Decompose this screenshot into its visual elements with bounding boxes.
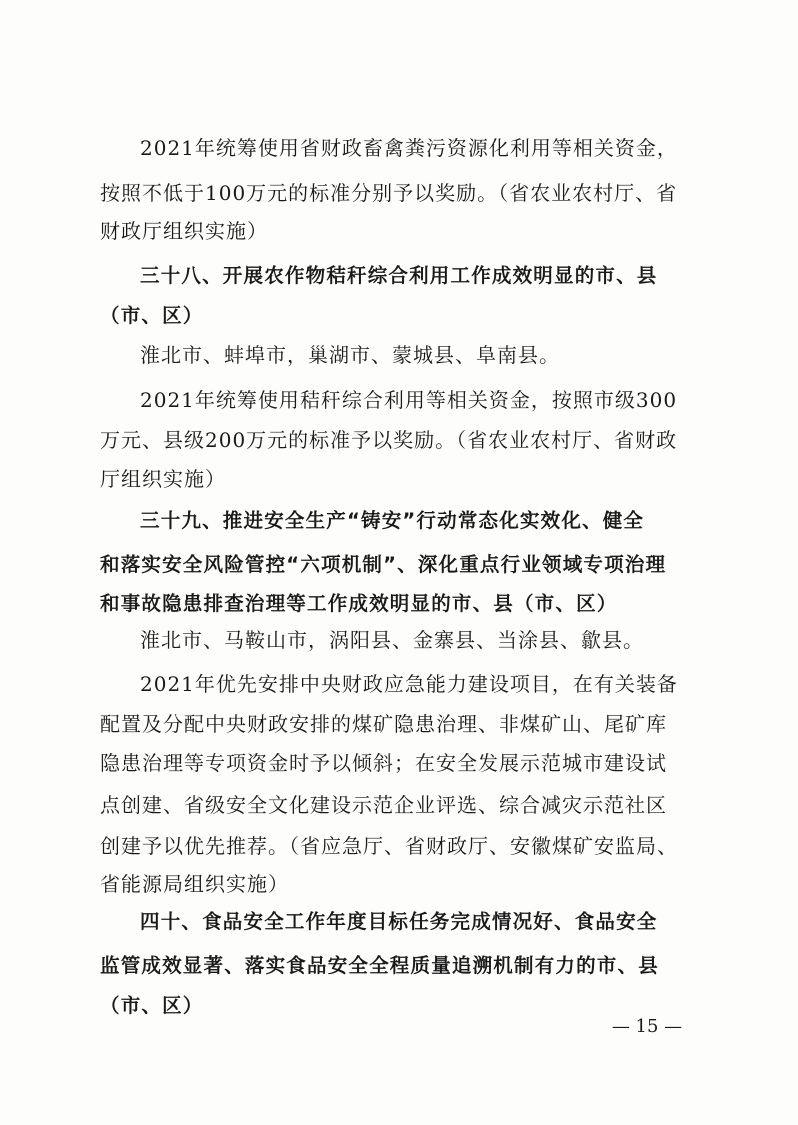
- section-heading: （市、区）: [100, 304, 204, 327]
- paragraph-line: 淮北市、蚌埠市，巢湖市、蒙城县、阜南县。: [140, 343, 560, 367]
- paragraph-line: 点创建、省级安全文化建设示范企业评选、综合减灾示范社区: [100, 793, 667, 817]
- paragraph-line: 厅组织实施）: [100, 467, 226, 491]
- paragraph-line: 隐患治理等专项资金时予以倾斜；在安全发展示范城市建设试: [100, 751, 667, 775]
- paragraph-line: 淮北市、马鞍山市，涡阳县、金寨县、当涂县、歙县。: [140, 628, 644, 652]
- paragraph-line: 2021年优先安排中央财政应急能力建设项目，在有关装备: [140, 672, 678, 696]
- section-heading: （市、区）: [100, 994, 204, 1017]
- page-number: — 15 —: [611, 1016, 683, 1037]
- section-heading: 三十九、推进安全生产“铸安”行动常态化实效化、健全: [140, 509, 645, 532]
- section-heading: 和事故隐患排查治理等工作成效明显的市、县（市、区）: [100, 592, 618, 615]
- paragraph-line: 省能源局组织实施）: [100, 872, 289, 896]
- paragraph-line: 按照不低于100万元的标准分别予以奖励。（省农业农村厅、省: [100, 181, 678, 205]
- section-heading: 监管成效显著、落实食品安全全程质量追溯机制有力的市、县: [100, 954, 659, 977]
- paragraph-line: 万元、县级200万元的标准予以奖励。（省农业农村厅、省财政: [100, 428, 678, 452]
- section-heading: 四十、食品安全工作年度目标任务完成情况好、食品安全: [140, 910, 658, 933]
- paragraph-line: 创建予以优先推荐。（省应急厅、省财政厅、安徽煤矿安监局、: [100, 834, 678, 858]
- paragraph-line: 配置及分配中央财政安排的煤矿隐患治理、非煤矿山、尾矿库: [100, 712, 667, 736]
- paragraph-line: 2021年统筹使用秸秆综合利用等相关资金，按照市级300: [140, 388, 678, 412]
- paragraph-line: 财政厅组织实施）: [100, 219, 268, 243]
- section-heading: 和落实安全风险管控“六项机制”、深化重点行业领域专项治理: [100, 553, 667, 576]
- paragraph-line: 2021年统筹使用省财政畜禽粪污资源化利用等相关资金，: [140, 136, 678, 160]
- section-heading: 三十八、开展农作物秸秆综合利用工作成效明显的市、县: [140, 264, 658, 287]
